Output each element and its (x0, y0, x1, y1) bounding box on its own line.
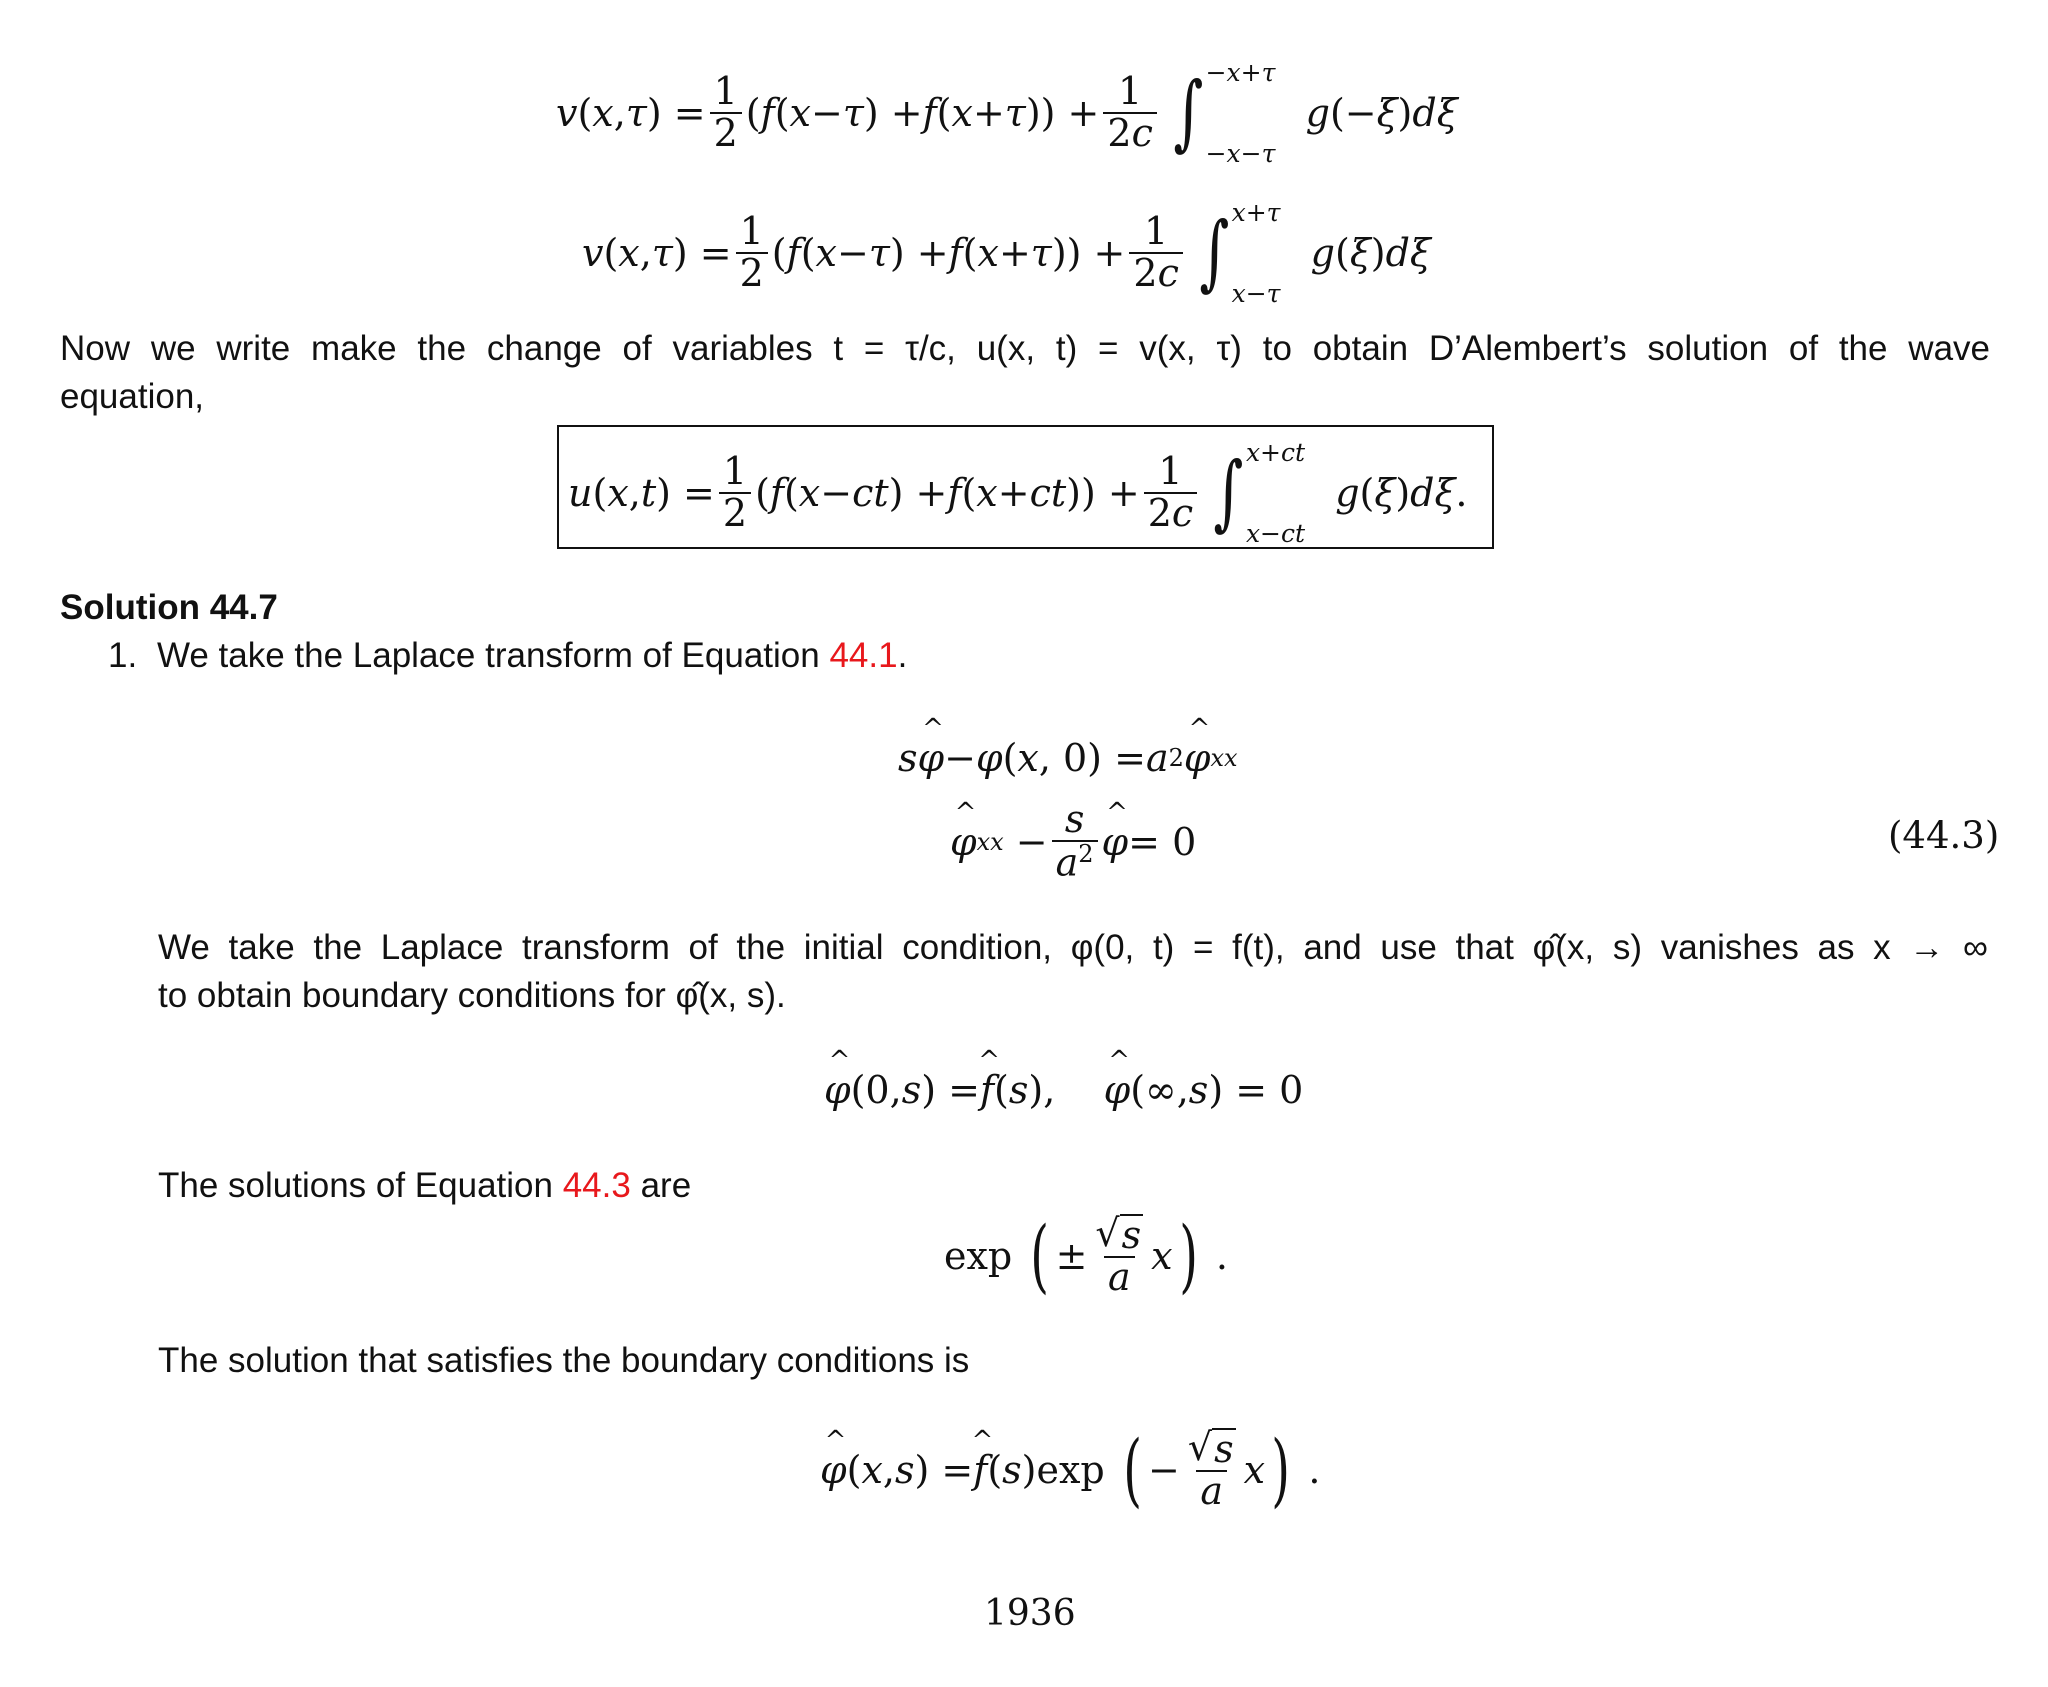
equation-boundary-conditions: ^ φ (0, s ) = ^ f ( s ), ^ φ (∞, s ) = 0 (824, 1068, 1303, 1112)
page-number: 1936 (984, 1593, 1076, 1634)
list-marker: 1. (108, 636, 138, 675)
paragraph-initial-condition-line1: We take the Laplace transform of the initial condition, φ(0, t) = f(t), and use that φ̂(x, s) vanishes as x → ∞ (158, 928, 1988, 967)
paragraph-satisfying-solution: The solution that satisfies the boundary conditions is (158, 1341, 970, 1380)
paragraph-solutions-end: are (630, 1166, 692, 1205)
equation-exp-solutions: exp ( ± √ s a x ) . (944, 1208, 1228, 1302)
equation-v-negative: v ( x , τ ) = $\frac{1}{2}$ ( f ( x − τ ) + f ( x + τ )) + $\frac{1}{2c}$ ∫ −x+τ −x−τ g (− ξ ) dξ (556, 58, 1458, 168)
paragraph-solutions (158, 1162, 691, 1210)
paragraph-change-of-variables-line1: Now we write make the change of variables t = τ/c, u(x, t) = v(x, τ) to obtain D’Alembert’s solution of the wave (60, 329, 1990, 368)
list-item-period: . (897, 636, 908, 675)
equation-final-solution: ^ φ ( x , s ) = ^ f ( s ) exp ( − √ s a x ) . (820, 1428, 1320, 1512)
equation-laplace-line1: s ^ φ − φ ( x , 0) = a 2 ^ φ xx (898, 736, 1238, 780)
list-item-text: We take the Laplace transform of Equation (156, 636, 830, 675)
equation-number-44-3: (44.3) (1888, 814, 2000, 857)
equation-ref-44-3[interactable]: 44.3 (562, 1166, 631, 1205)
paragraph-initial-condition-line2: to obtain boundary conditions for φ̂(x, s). (158, 976, 786, 1015)
equation-dalembert: u ( x , t ) = $\frac{1}{2}$ ( f ( x − ct ) + f ( x + ct )) + $\frac{1}{2c}$ ∫ x+ct x−ct g ( ξ ) dξ . (568, 438, 1468, 548)
list-item-1 (108, 632, 907, 680)
solution-heading: Solution 44.7 (60, 588, 278, 627)
equation-v-positive: v ( x , τ ) = $\frac{1}{2}$ ( f ( x − τ ) + f ( x + τ )) + $\frac{1}{2c}$ ∫ x+τ x−τ g ( ξ ) dξ (582, 198, 1431, 308)
equation-ref-44-1[interactable]: 44.1 (829, 636, 898, 675)
paragraph-solutions-text: The solutions of Equation (158, 1166, 563, 1205)
paragraph-change-of-variables-line2: equation, (60, 377, 205, 416)
equation-laplace-line2: ^ φ xx − $\frac{s}{a^2}$ ^ φ = 0 (950, 800, 1196, 883)
